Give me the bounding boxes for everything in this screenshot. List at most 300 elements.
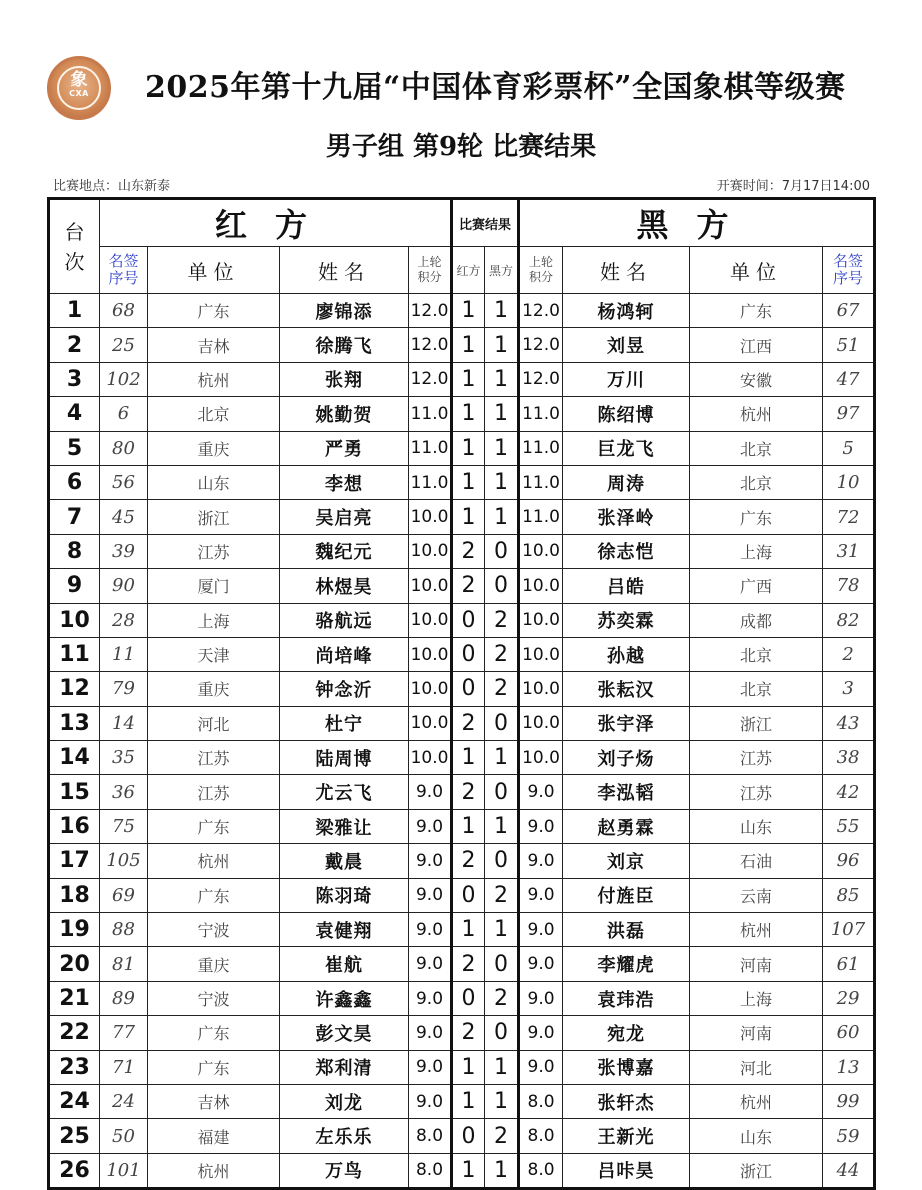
black-result: 1 <box>485 1050 519 1084</box>
red-seq: 81 <box>100 947 148 981</box>
black-unit: 杭州 <box>690 397 823 431</box>
black-seq: 29 <box>823 981 875 1015</box>
black-prev-score: 8.0 <box>519 1084 563 1118</box>
header-red-name: 姓名 <box>280 247 409 294</box>
header-black-name: 姓名 <box>563 247 690 294</box>
red-result: 1 <box>452 328 485 362</box>
red-name: 吴启亮 <box>280 500 409 534</box>
red-prev-score: 10.0 <box>409 603 452 637</box>
red-seq: 6 <box>100 397 148 431</box>
black-unit: 山东 <box>690 809 823 843</box>
black-result: 1 <box>485 809 519 843</box>
black-result: 1 <box>485 465 519 499</box>
red-seq: 101 <box>100 1153 148 1188</box>
table-row <box>49 809 875 843</box>
red-seq: 90 <box>100 569 148 603</box>
red-prev-score: 9.0 <box>409 1050 452 1084</box>
red-name: 许鑫鑫 <box>280 981 409 1015</box>
red-seq: 28 <box>100 603 148 637</box>
black-result: 2 <box>485 981 519 1015</box>
red-result: 1 <box>452 431 485 465</box>
red-prev-score: 9.0 <box>409 775 452 809</box>
black-unit: 浙江 <box>690 1153 823 1188</box>
black-prev-score: 8.0 <box>519 1153 563 1188</box>
black-result: 0 <box>485 844 519 878</box>
header-black-result: 黑方 <box>485 247 519 294</box>
board-number: 5 <box>49 431 100 465</box>
red-unit: 河北 <box>148 706 280 740</box>
red-name: 陈羽琦 <box>280 878 409 912</box>
black-name: 张宇泽 <box>563 706 690 740</box>
black-prev-score: 9.0 <box>519 913 563 947</box>
red-unit: 杭州 <box>148 362 280 396</box>
black-name: 刘昱 <box>563 328 690 362</box>
red-name: 张翔 <box>280 362 409 396</box>
board-number: 21 <box>49 981 100 1015</box>
red-prev-score: 8.0 <box>409 1153 452 1188</box>
black-result: 2 <box>485 1119 519 1153</box>
red-prev-score: 10.0 <box>409 534 452 568</box>
black-seq: 107 <box>823 913 875 947</box>
red-name: 魏纪元 <box>280 534 409 568</box>
red-seq: 80 <box>100 431 148 465</box>
black-name: 巨龙飞 <box>563 431 690 465</box>
black-name: 陈绍博 <box>563 397 690 431</box>
black-unit: 上海 <box>690 534 823 568</box>
black-name: 李泓韬 <box>563 775 690 809</box>
venue-text: 比赛地点：山东新泰 <box>53 179 171 194</box>
black-result: 1 <box>485 1084 519 1118</box>
black-unit: 北京 <box>690 431 823 465</box>
black-seq: 2 <box>823 637 875 671</box>
black-seq: 3 <box>823 672 875 706</box>
table-row <box>49 1050 875 1084</box>
red-prev-score: 9.0 <box>409 1016 452 1050</box>
board-number: 2 <box>49 328 100 362</box>
red-prev-score: 12.0 <box>409 362 452 396</box>
black-unit: 山东 <box>690 1119 823 1153</box>
logo-ring <box>57 66 101 110</box>
red-seq: 36 <box>100 775 148 809</box>
table-row <box>49 672 875 706</box>
red-unit: 广东 <box>148 1016 280 1050</box>
red-result: 1 <box>452 741 485 775</box>
red-result: 2 <box>452 947 485 981</box>
black-prev-score: 9.0 <box>519 878 563 912</box>
red-result: 2 <box>452 534 485 568</box>
black-seq: 96 <box>823 844 875 878</box>
red-unit: 江苏 <box>148 741 280 775</box>
black-name: 张泽岭 <box>563 500 690 534</box>
header-red-side: 红方 <box>100 199 452 247</box>
red-seq: 71 <box>100 1050 148 1084</box>
header-tai-label: 台次 <box>64 219 85 274</box>
black-prev-score: 9.0 <box>519 844 563 878</box>
black-name: 吕皓 <box>563 569 690 603</box>
black-name: 洪磊 <box>563 913 690 947</box>
red-result: 1 <box>452 809 485 843</box>
black-seq: 43 <box>823 706 875 740</box>
red-result: 2 <box>452 569 485 603</box>
red-prev-score: 9.0 <box>409 913 452 947</box>
black-seq: 59 <box>823 1119 875 1153</box>
black-prev-score: 12.0 <box>519 294 563 328</box>
black-seq: 97 <box>823 397 875 431</box>
board-number: 7 <box>49 500 100 534</box>
red-result: 0 <box>452 672 485 706</box>
board-number: 22 <box>49 1016 100 1050</box>
black-unit: 广西 <box>690 569 823 603</box>
red-prev-score: 10.0 <box>409 569 452 603</box>
black-seq: 55 <box>823 809 875 843</box>
black-result: 2 <box>485 637 519 671</box>
board-number: 24 <box>49 1084 100 1118</box>
red-name: 彭文昊 <box>280 1016 409 1050</box>
black-unit: 江苏 <box>690 741 823 775</box>
red-result: 2 <box>452 706 485 740</box>
header-tai <box>49 199 100 294</box>
red-unit: 重庆 <box>148 947 280 981</box>
black-seq: 72 <box>823 500 875 534</box>
red-seq: 77 <box>100 1016 148 1050</box>
black-result: 2 <box>485 603 519 637</box>
board-number: 9 <box>49 569 100 603</box>
red-seq: 68 <box>100 294 148 328</box>
table-row <box>49 706 875 740</box>
board-number: 14 <box>49 741 100 775</box>
board-number: 20 <box>49 947 100 981</box>
red-seq: 25 <box>100 328 148 362</box>
black-seq: 85 <box>823 878 875 912</box>
red-seq: 102 <box>100 362 148 396</box>
table-row <box>49 1153 875 1188</box>
red-prev-score: 12.0 <box>409 294 452 328</box>
page-subtitle: 男子组 第9轮 比赛结果 <box>325 132 597 162</box>
red-name: 钟念沂 <box>280 672 409 706</box>
board-number: 8 <box>49 534 100 568</box>
red-unit: 宁波 <box>148 981 280 1015</box>
red-name: 刘龙 <box>280 1084 409 1118</box>
header-black-side: 黑方 <box>519 199 875 247</box>
table-row <box>49 328 875 362</box>
black-name: 王新光 <box>563 1119 690 1153</box>
black-name: 刘京 <box>563 844 690 878</box>
red-unit: 上海 <box>148 603 280 637</box>
black-unit: 北京 <box>690 465 823 499</box>
black-seq: 5 <box>823 431 875 465</box>
black-seq: 31 <box>823 534 875 568</box>
red-result: 1 <box>452 1084 485 1118</box>
black-name: 苏奕霖 <box>563 603 690 637</box>
table-row <box>49 294 875 328</box>
red-name: 严勇 <box>280 431 409 465</box>
table-row <box>49 878 875 912</box>
red-seq: 79 <box>100 672 148 706</box>
red-prev-score: 10.0 <box>409 672 452 706</box>
red-unit: 广东 <box>148 294 280 328</box>
table-row <box>49 397 875 431</box>
black-seq: 60 <box>823 1016 875 1050</box>
red-prev-score: 8.0 <box>409 1119 452 1153</box>
black-unit: 河南 <box>690 1016 823 1050</box>
black-prev-score: 10.0 <box>519 741 563 775</box>
red-unit: 厦门 <box>148 569 280 603</box>
black-seq: 47 <box>823 362 875 396</box>
red-result: 1 <box>452 294 485 328</box>
black-seq: 13 <box>823 1050 875 1084</box>
red-prev-score: 9.0 <box>409 947 452 981</box>
black-result: 1 <box>485 431 519 465</box>
board-number: 18 <box>49 878 100 912</box>
red-prev-score: 11.0 <box>409 431 452 465</box>
red-result: 1 <box>452 1050 485 1084</box>
black-unit: 上海 <box>690 981 823 1015</box>
red-seq: 24 <box>100 1084 148 1118</box>
red-result: 1 <box>452 1153 485 1188</box>
red-prev-score: 12.0 <box>409 328 452 362</box>
black-seq: 38 <box>823 741 875 775</box>
table-row <box>49 947 875 981</box>
black-prev-score: 9.0 <box>519 809 563 843</box>
black-unit: 河北 <box>690 1050 823 1084</box>
table-row <box>49 913 875 947</box>
black-result: 1 <box>485 500 519 534</box>
black-result: 1 <box>485 294 519 328</box>
black-result: 1 <box>485 362 519 396</box>
table-row <box>49 465 875 499</box>
red-result: 2 <box>452 844 485 878</box>
red-prev-score: 10.0 <box>409 706 452 740</box>
header-red-unit: 单位 <box>148 247 280 294</box>
black-unit: 北京 <box>690 672 823 706</box>
red-seq: 89 <box>100 981 148 1015</box>
red-result: 1 <box>452 362 485 396</box>
results-body <box>49 294 875 1189</box>
black-name: 袁玮浩 <box>563 981 690 1015</box>
red-name: 崔航 <box>280 947 409 981</box>
black-prev-score: 11.0 <box>519 465 563 499</box>
black-seq: 44 <box>823 1153 875 1188</box>
black-prev-score: 10.0 <box>519 534 563 568</box>
red-name: 杜宁 <box>280 706 409 740</box>
red-name: 徐腾飞 <box>280 328 409 362</box>
red-prev-score: 11.0 <box>409 465 452 499</box>
table-row <box>49 603 875 637</box>
black-result: 2 <box>485 878 519 912</box>
logo-glyph: 象 <box>70 70 88 90</box>
black-prev-score: 8.0 <box>519 1119 563 1153</box>
black-prev-score: 9.0 <box>519 1016 563 1050</box>
red-name: 廖锦添 <box>280 294 409 328</box>
red-name: 尤云飞 <box>280 775 409 809</box>
red-seq: 35 <box>100 741 148 775</box>
board-number: 17 <box>49 844 100 878</box>
red-name: 梁雅让 <box>280 809 409 843</box>
red-unit: 天津 <box>148 637 280 671</box>
red-name: 袁健翔 <box>280 913 409 947</box>
red-name: 戴晨 <box>280 844 409 878</box>
red-seq: 45 <box>100 500 148 534</box>
black-name: 周涛 <box>563 465 690 499</box>
red-result: 1 <box>452 500 485 534</box>
black-unit: 安徽 <box>690 362 823 396</box>
red-unit: 江苏 <box>148 775 280 809</box>
black-prev-score: 9.0 <box>519 1050 563 1084</box>
red-unit: 吉林 <box>148 1084 280 1118</box>
red-unit: 浙江 <box>148 500 280 534</box>
red-prev-score: 9.0 <box>409 1084 452 1118</box>
black-prev-score: 11.0 <box>519 431 563 465</box>
red-unit: 山东 <box>148 465 280 499</box>
red-seq: 39 <box>100 534 148 568</box>
black-name: 赵勇霖 <box>563 809 690 843</box>
red-prev-score: 10.0 <box>409 500 452 534</box>
red-result: 0 <box>452 981 485 1015</box>
board-number: 12 <box>49 672 100 706</box>
black-unit: 成都 <box>690 603 823 637</box>
red-seq: 11 <box>100 637 148 671</box>
black-prev-score: 9.0 <box>519 775 563 809</box>
black-result: 0 <box>485 1016 519 1050</box>
black-name: 刘子炀 <box>563 741 690 775</box>
header-red-seq-label: 名签序号 <box>108 252 139 287</box>
black-prev-score: 9.0 <box>519 981 563 1015</box>
black-result: 1 <box>485 397 519 431</box>
table-row <box>49 1119 875 1153</box>
board-number: 11 <box>49 637 100 671</box>
header-black-prev-score-label: 上轮积分 <box>529 255 554 284</box>
black-result: 0 <box>485 706 519 740</box>
red-seq: 88 <box>100 913 148 947</box>
red-name: 李想 <box>280 465 409 499</box>
page-title: 2025年第十九届“中国体育彩票杯”全国象棋等级赛 <box>145 70 846 105</box>
red-prev-score: 11.0 <box>409 397 452 431</box>
black-result: 1 <box>485 1153 519 1188</box>
table-row <box>49 431 875 465</box>
red-seq: 105 <box>100 844 148 878</box>
black-name: 宛龙 <box>563 1016 690 1050</box>
red-result: 0 <box>452 878 485 912</box>
red-prev-score: 9.0 <box>409 981 452 1015</box>
red-result: 0 <box>452 1119 485 1153</box>
black-name: 孙越 <box>563 637 690 671</box>
black-prev-score: 9.0 <box>519 947 563 981</box>
black-unit: 广东 <box>690 294 823 328</box>
header-black-prev-score <box>519 247 563 294</box>
board-number: 10 <box>49 603 100 637</box>
black-seq: 67 <box>823 294 875 328</box>
black-seq: 78 <box>823 569 875 603</box>
red-result: 0 <box>452 637 485 671</box>
black-unit: 浙江 <box>690 706 823 740</box>
red-unit: 广东 <box>148 809 280 843</box>
black-prev-score: 12.0 <box>519 362 563 396</box>
black-prev-score: 10.0 <box>519 603 563 637</box>
red-seq: 75 <box>100 809 148 843</box>
header-red-prev-score <box>409 247 452 294</box>
table-row <box>49 1016 875 1050</box>
header-red-prev-score-label: 上轮积分 <box>417 255 442 284</box>
black-seq: 61 <box>823 947 875 981</box>
black-result: 0 <box>485 947 519 981</box>
table-row <box>49 362 875 396</box>
black-unit: 江苏 <box>690 775 823 809</box>
black-prev-score: 10.0 <box>519 569 563 603</box>
black-unit: 江西 <box>690 328 823 362</box>
black-prev-score: 11.0 <box>519 500 563 534</box>
header-red-seq <box>100 247 148 294</box>
red-unit: 北京 <box>148 397 280 431</box>
black-name: 付旌臣 <box>563 878 690 912</box>
red-result: 1 <box>452 465 485 499</box>
red-unit: 广东 <box>148 878 280 912</box>
red-seq: 56 <box>100 465 148 499</box>
red-name: 万鸟 <box>280 1153 409 1188</box>
table-row <box>49 569 875 603</box>
red-prev-score: 9.0 <box>409 844 452 878</box>
black-prev-score: 12.0 <box>519 328 563 362</box>
black-result: 0 <box>485 534 519 568</box>
red-unit: 杭州 <box>148 844 280 878</box>
red-unit: 杭州 <box>148 1153 280 1188</box>
red-unit: 江苏 <box>148 534 280 568</box>
red-name: 尚培峰 <box>280 637 409 671</box>
red-name: 姚勤贺 <box>280 397 409 431</box>
header-black-unit: 单位 <box>690 247 823 294</box>
table-row <box>49 534 875 568</box>
logo-text: CXA <box>69 89 89 98</box>
black-result: 0 <box>485 569 519 603</box>
red-unit: 广东 <box>148 1050 280 1084</box>
red-prev-score: 10.0 <box>409 741 452 775</box>
red-result: 1 <box>452 913 485 947</box>
board-number: 1 <box>49 294 100 328</box>
header-red-result: 红方 <box>452 247 485 294</box>
red-unit: 吉林 <box>148 328 280 362</box>
black-result: 1 <box>485 328 519 362</box>
header-black-seq <box>823 247 875 294</box>
black-unit: 杭州 <box>690 913 823 947</box>
black-prev-score: 11.0 <box>519 397 563 431</box>
table-row <box>49 844 875 878</box>
red-unit: 福建 <box>148 1119 280 1153</box>
black-result: 1 <box>485 913 519 947</box>
red-name: 骆航远 <box>280 603 409 637</box>
black-unit: 石油 <box>690 844 823 878</box>
black-seq: 10 <box>823 465 875 499</box>
black-result: 2 <box>485 672 519 706</box>
red-seq: 69 <box>100 878 148 912</box>
board-number: 19 <box>49 913 100 947</box>
black-seq: 51 <box>823 328 875 362</box>
red-result: 1 <box>452 397 485 431</box>
red-seq: 50 <box>100 1119 148 1153</box>
red-unit: 重庆 <box>148 672 280 706</box>
start-time-text: 开赛时间：7月17日14:00 <box>716 179 870 194</box>
red-result: 2 <box>452 1016 485 1050</box>
red-name: 左乐乐 <box>280 1119 409 1153</box>
black-name: 张耘汉 <box>563 672 690 706</box>
black-name: 李耀虎 <box>563 947 690 981</box>
board-number: 6 <box>49 465 100 499</box>
board-number: 4 <box>49 397 100 431</box>
cxa-logo <box>47 56 111 120</box>
black-name: 徐志恺 <box>563 534 690 568</box>
board-number: 3 <box>49 362 100 396</box>
black-unit: 云南 <box>690 878 823 912</box>
board-number: 16 <box>49 809 100 843</box>
black-name: 张博嘉 <box>563 1050 690 1084</box>
